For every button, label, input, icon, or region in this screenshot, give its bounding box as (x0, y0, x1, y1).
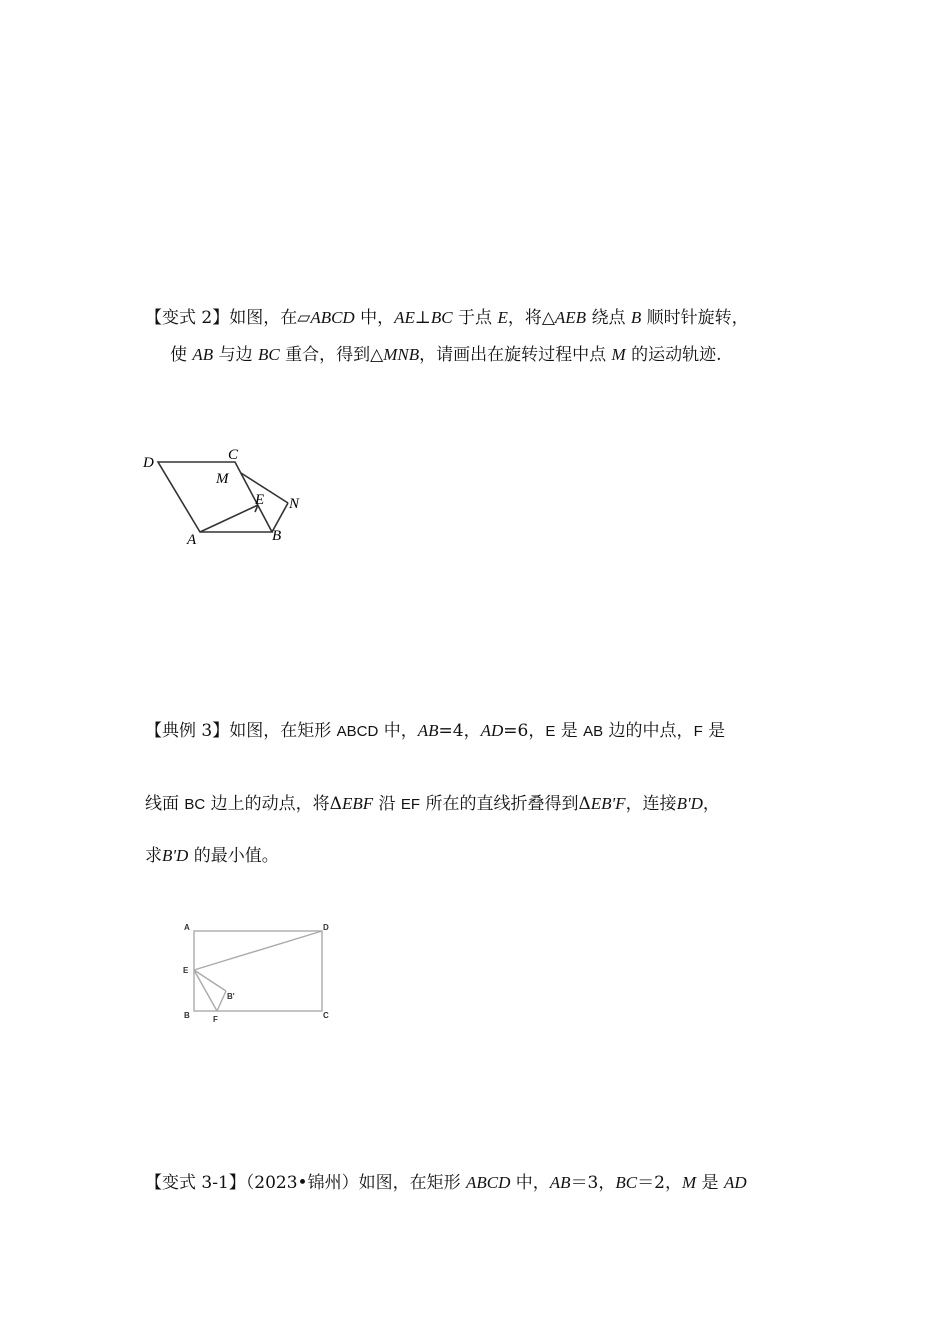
label-a: A (187, 532, 197, 548)
label-e: E (255, 492, 265, 508)
label-b: B (272, 528, 282, 544)
text: ABCD (336, 723, 379, 740)
text: 边上的动点，将 (205, 794, 330, 814)
text: ＝3， (570, 1173, 616, 1193)
text: F (693, 723, 703, 740)
source-citation: （2023•锦州） (245, 1173, 359, 1193)
text: E (545, 723, 556, 740)
segment-ae (200, 505, 258, 532)
variant2-figure (138, 445, 313, 554)
label-d: D (143, 455, 154, 471)
text: 使 (170, 345, 193, 365)
math-var: B'D (162, 846, 189, 865)
text: 的最小值。 (188, 846, 279, 866)
label-b-prime: B' (227, 992, 235, 1001)
label-m: M (216, 471, 229, 487)
text: 是 (555, 721, 584, 741)
math-var: AB (192, 345, 214, 364)
label-d: D (323, 923, 329, 932)
math-var: MNB (383, 345, 420, 364)
text: 求 (145, 846, 162, 866)
math-var: ABCD (465, 1173, 511, 1192)
math-var: B'D (676, 794, 703, 813)
math-var: M (611, 345, 626, 364)
math-var: BC (430, 308, 453, 327)
text: 与边 (213, 345, 258, 365)
text: 如图，在矩形 (358, 1173, 466, 1193)
text: 是 (696, 1173, 724, 1193)
text: AB (583, 723, 604, 740)
text: EF (400, 796, 421, 813)
variant2-tag: 【变式 2】 (145, 308, 230, 328)
math-var: B (630, 308, 642, 327)
text: 于点 (452, 308, 498, 328)
text: 线面 (145, 794, 185, 814)
math-eq: =6 (503, 721, 529, 741)
math-var: BC (258, 345, 280, 364)
label-n: N (289, 496, 300, 512)
math-var: AB (549, 1173, 571, 1192)
text: ， (463, 721, 481, 741)
text: BC (184, 796, 206, 813)
math-var: BC (615, 1173, 638, 1192)
label-b: B (184, 1011, 190, 1020)
example3-figure (180, 918, 335, 1030)
text: 中， (354, 308, 395, 328)
example3-line1 (145, 720, 725, 743)
example3-line3 (145, 845, 279, 867)
text: ，请画出在旋转过程中点 (419, 345, 612, 365)
text: 重合，得到△ (279, 345, 384, 365)
text: 如图，在矩形 (229, 721, 337, 741)
text: 中， (378, 721, 418, 741)
text: ，将△ (507, 308, 555, 328)
geometry-diagram-1 (138, 445, 313, 550)
example3-line2 (145, 793, 720, 816)
segment-ef (194, 970, 217, 1011)
perp-symbol: ⊥ (414, 308, 431, 328)
text: 所在的直线折叠得到 (420, 794, 579, 814)
example3-tag: 【典例 3】 (145, 721, 230, 741)
delta-symbol: Δ (329, 794, 342, 814)
math-var: AE (394, 308, 415, 327)
math-var: AD (480, 721, 504, 740)
label-a: A (184, 923, 190, 932)
label-f: F (213, 1015, 218, 1024)
rectangle-abcd (194, 931, 322, 1011)
text: 中， (510, 1173, 550, 1193)
math-var: AD (723, 1173, 747, 1192)
variant2-line1 (145, 307, 749, 329)
delta-symbol: Δ (578, 794, 591, 814)
geometry-diagram-2 (180, 918, 335, 1026)
math-var: EB'F (590, 794, 626, 813)
text: 是 (702, 721, 726, 741)
segment-b-prime-f (217, 991, 226, 1011)
label-c: C (323, 1011, 329, 1020)
segment-ed-proxy (194, 931, 322, 970)
text: ， (702, 794, 720, 814)
math-var: EBF (341, 794, 374, 813)
text: 的运动轨迹. (625, 345, 722, 365)
text: ，连接 (625, 794, 677, 814)
text: ， (528, 721, 546, 741)
variant2-line2 (170, 344, 722, 366)
math-var: AEB (554, 308, 587, 327)
text: 如图，在 (229, 308, 298, 328)
parallelogram-symbol: ▱ (297, 308, 311, 328)
variant31-tag: 【变式 3-1】 (145, 1173, 246, 1193)
math-var: E (497, 308, 508, 327)
text: 顺时针旋转， (641, 308, 749, 328)
math-var: ABCD (310, 308, 355, 327)
math-var: M (681, 1173, 697, 1192)
label-c: C (228, 447, 239, 463)
math-var: AB (417, 721, 439, 740)
text: 绕点 (586, 308, 631, 328)
label-e: E (183, 966, 189, 975)
segment-eb-prime (194, 970, 226, 991)
text: 边的中点， (603, 721, 694, 741)
text: ＝2， (637, 1173, 682, 1193)
math-eq: =4 (438, 721, 464, 741)
text: 沿 (373, 794, 401, 814)
variant31-line1 (145, 1172, 747, 1194)
